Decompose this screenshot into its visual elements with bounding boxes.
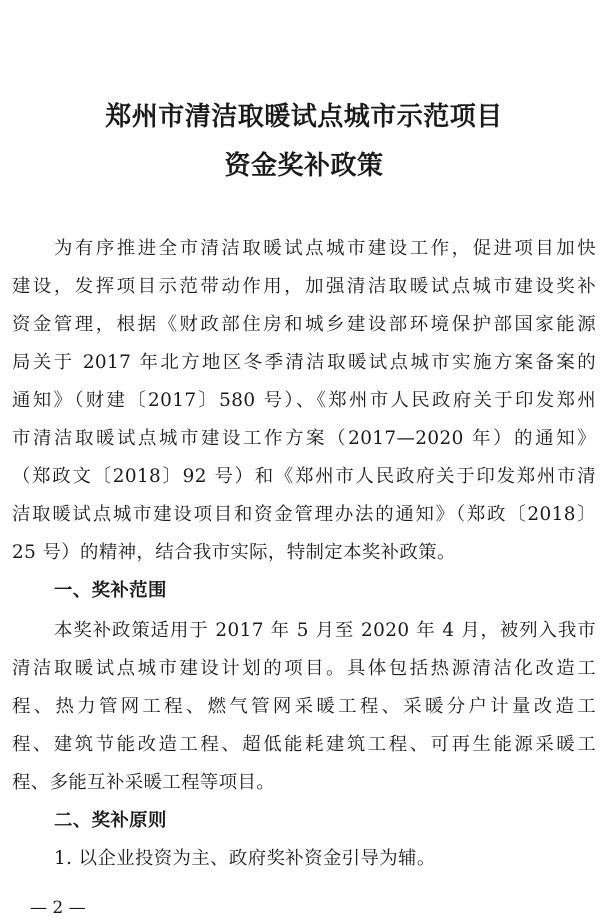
section-heading-scope: 一、奖补范围: [54, 580, 167, 601]
intro-line-6: 市清洁取暖试点城市建设工作方案（2017—2020 年）的通知》: [12, 428, 596, 449]
section1-line-1: 本奖补政策适用于 2017 年 5 月至 2020 年 4 月，被列入我市: [54, 620, 596, 641]
intro-line-7: （郑政文〔2018〕92 号）和《郑州市人民政府关于印发郑州市清: [12, 466, 596, 487]
document-title-line1: 郑州市清洁取暖试点城市示范项目: [105, 102, 503, 132]
intro-line-1: 为有序推进全市清洁取暖试点城市建设工作，促进项目加快: [54, 238, 596, 259]
intro-line-4: 局关于 2017 年北方地区冬季清洁取暖试点城市实施方案备案的: [12, 352, 596, 373]
section1-line-2: 清洁取暖试点城市建设计划的项目。具体包括热源清洁化改造工: [12, 658, 596, 679]
section1-line-3: 程、热力管网工程、燃气管网采暖工程、采暖分户计量改造工: [12, 696, 596, 717]
section1-line-4: 程、建筑节能改造工程、超低能耗建筑工程、可再生能源采暖工: [12, 734, 596, 755]
intro-line-3: 资金管理，根据《财政部住房和城乡建设部环境保护部国家能源: [12, 314, 596, 335]
document-title-line2: 资金奖补政策: [224, 151, 384, 181]
intro-line-9: 25 号）的精神，结合我市实际，特制定本奖补政策。: [12, 542, 456, 563]
section2-item-1: 1. 以企业投资为主、政府奖补资金引导为辅。: [54, 848, 436, 869]
section-heading-principles: 二、奖补原则: [54, 810, 167, 831]
intro-line-8: 洁取暖试点城市建设项目和资金管理办法的通知》（郑政〔2018〕: [12, 504, 596, 525]
page-number: — 2 —: [30, 898, 86, 918]
intro-line-5: 通知》（财建〔2017〕580 号）、《郑州市人民政府关于印发郑州: [12, 390, 596, 411]
section1-line-5: 程、多能互补采暖工程等项目。: [12, 772, 276, 793]
intro-line-2: 建设，发挥项目示范带动作用，加强清洁取暖试点城市建设奖补: [12, 276, 596, 297]
